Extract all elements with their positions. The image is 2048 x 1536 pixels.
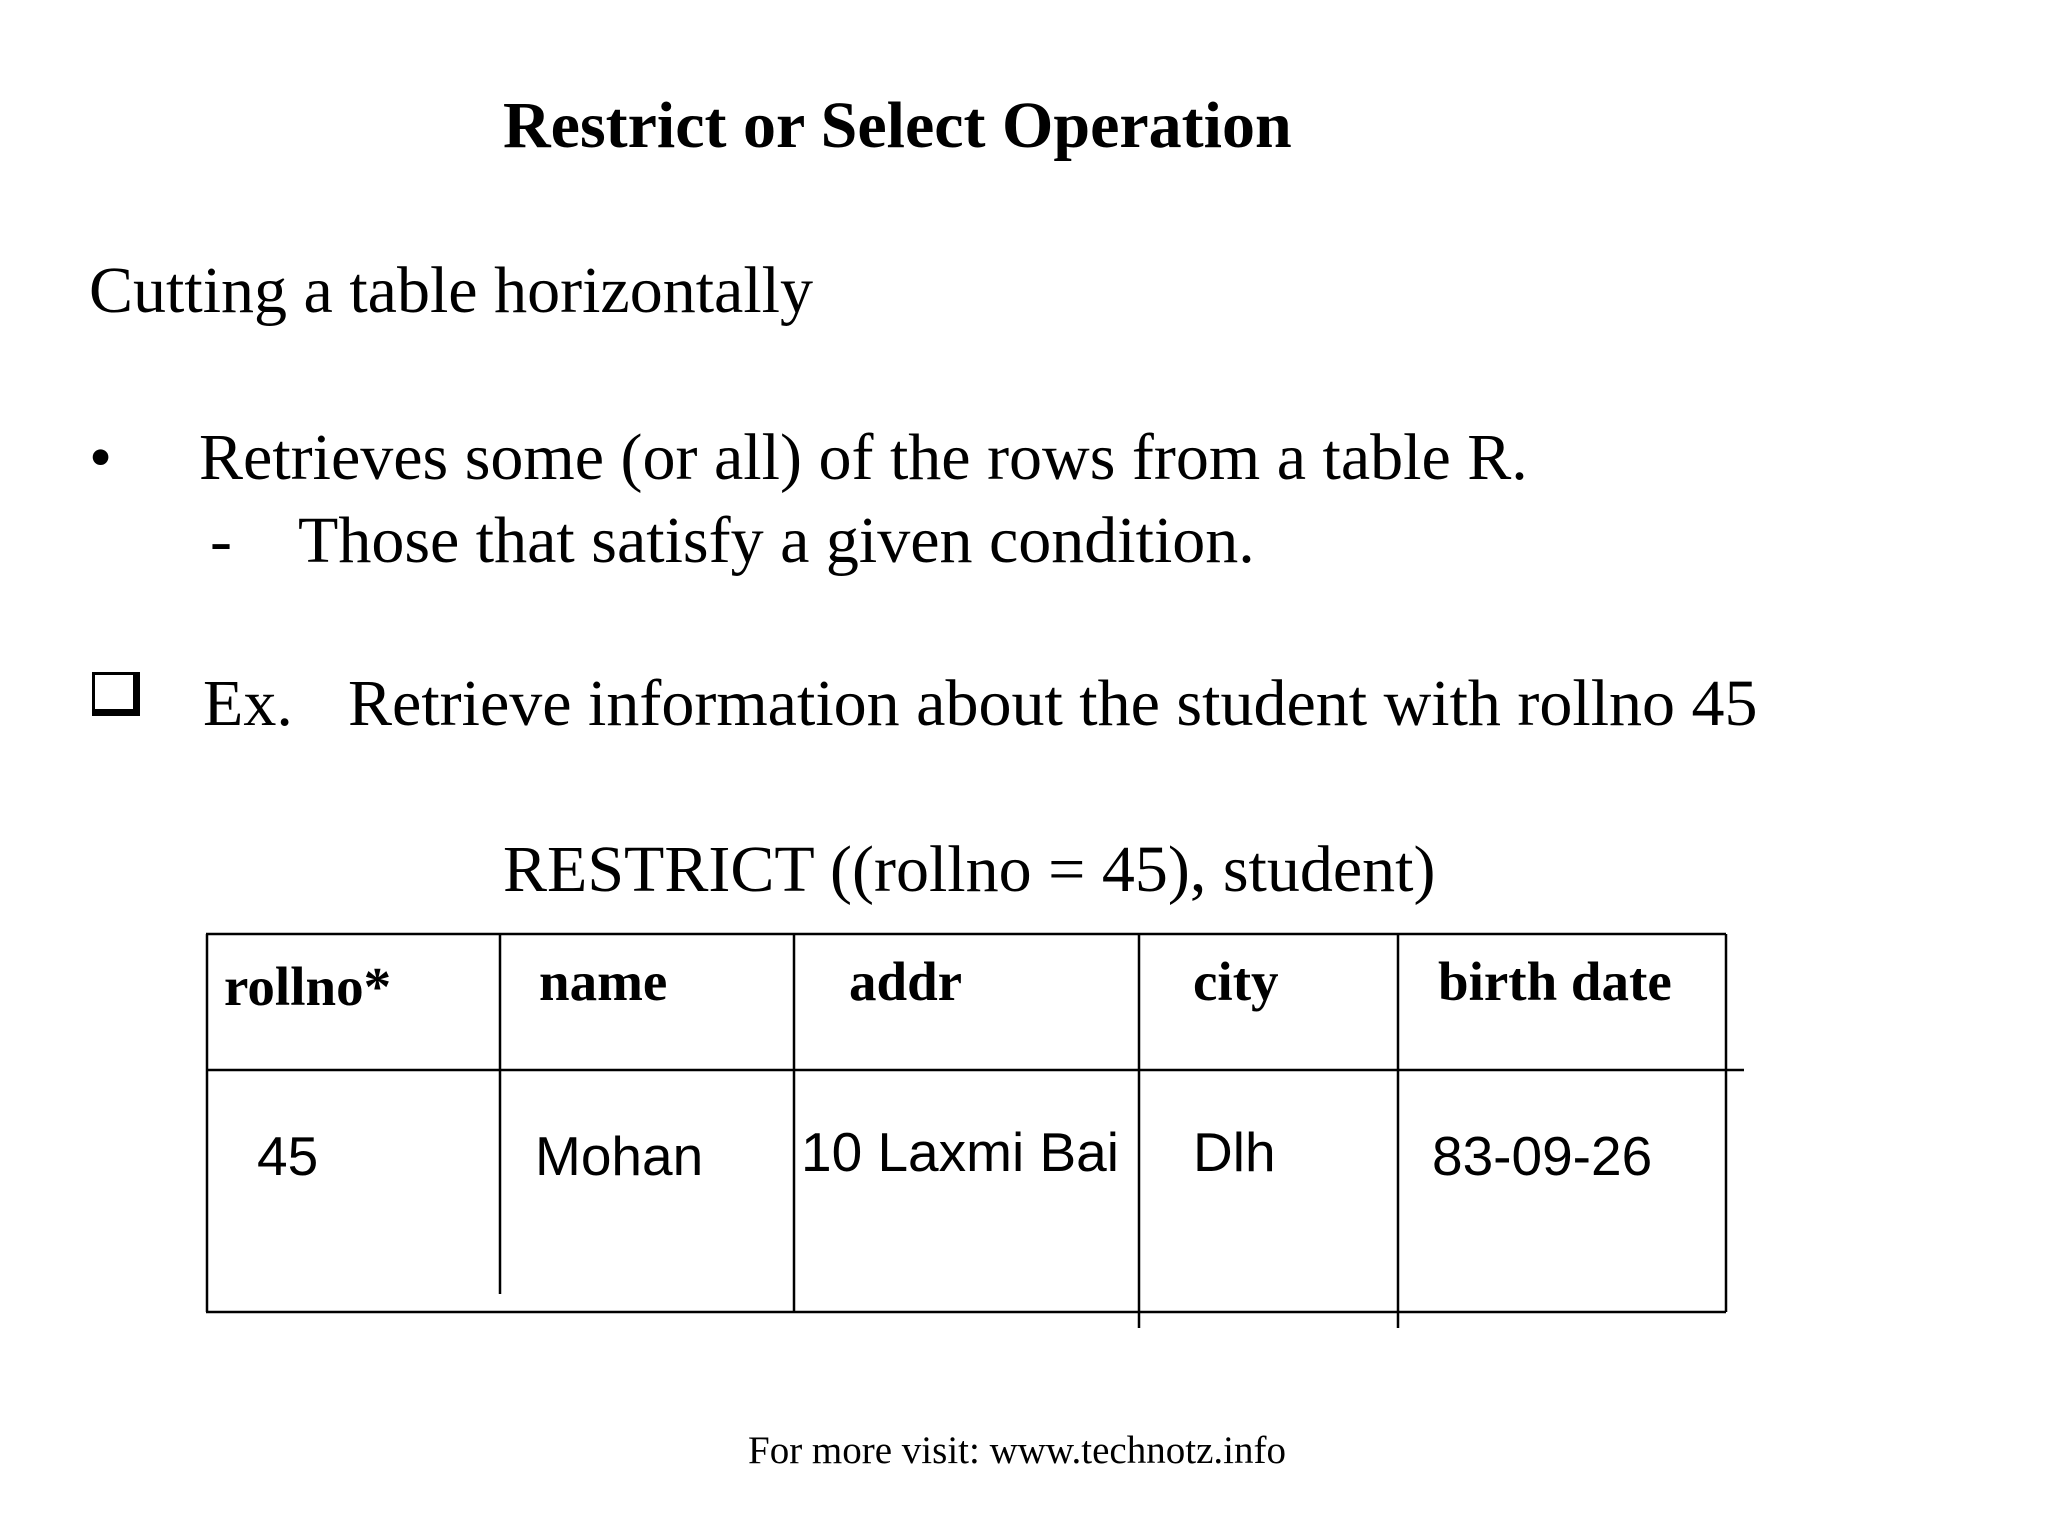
- restrict-expression: RESTRICT ((rollno = 45), student): [503, 833, 1436, 906]
- cell-addr: 10 Laxmi Bai: [801, 1121, 1119, 1183]
- cell-rollno: 45: [257, 1125, 319, 1187]
- sub-bullet-marker: -: [210, 504, 232, 577]
- cell-birth-date: 83-09-26: [1432, 1125, 1653, 1187]
- cell-name: Mohan: [535, 1125, 704, 1187]
- header-name: name: [539, 951, 668, 1012]
- cell-city: Dlh: [1193, 1121, 1276, 1183]
- slide-title: Restrict or Select Operation: [503, 89, 1292, 162]
- header-rollno: rollno*: [224, 956, 392, 1017]
- footer-link-text: For more visit: www.technotz.info: [748, 1429, 1286, 1472]
- bullet-marker: •: [89, 421, 113, 494]
- header-city: city: [1193, 951, 1279, 1012]
- header-birth-date: birth date: [1438, 951, 1672, 1012]
- sub-bullet-text: Those that satisfy a given condition.: [298, 504, 1255, 577]
- bullet-text: Retrieves some (or all) of the rows from a table R.: [199, 421, 1528, 494]
- example-label: Ex.: [203, 667, 293, 740]
- header-addr: addr: [849, 951, 963, 1012]
- slide-subtitle: Cutting a table horizontally: [89, 254, 814, 327]
- example-text: Retrieve information about the student with rollno 45: [348, 667, 1758, 740]
